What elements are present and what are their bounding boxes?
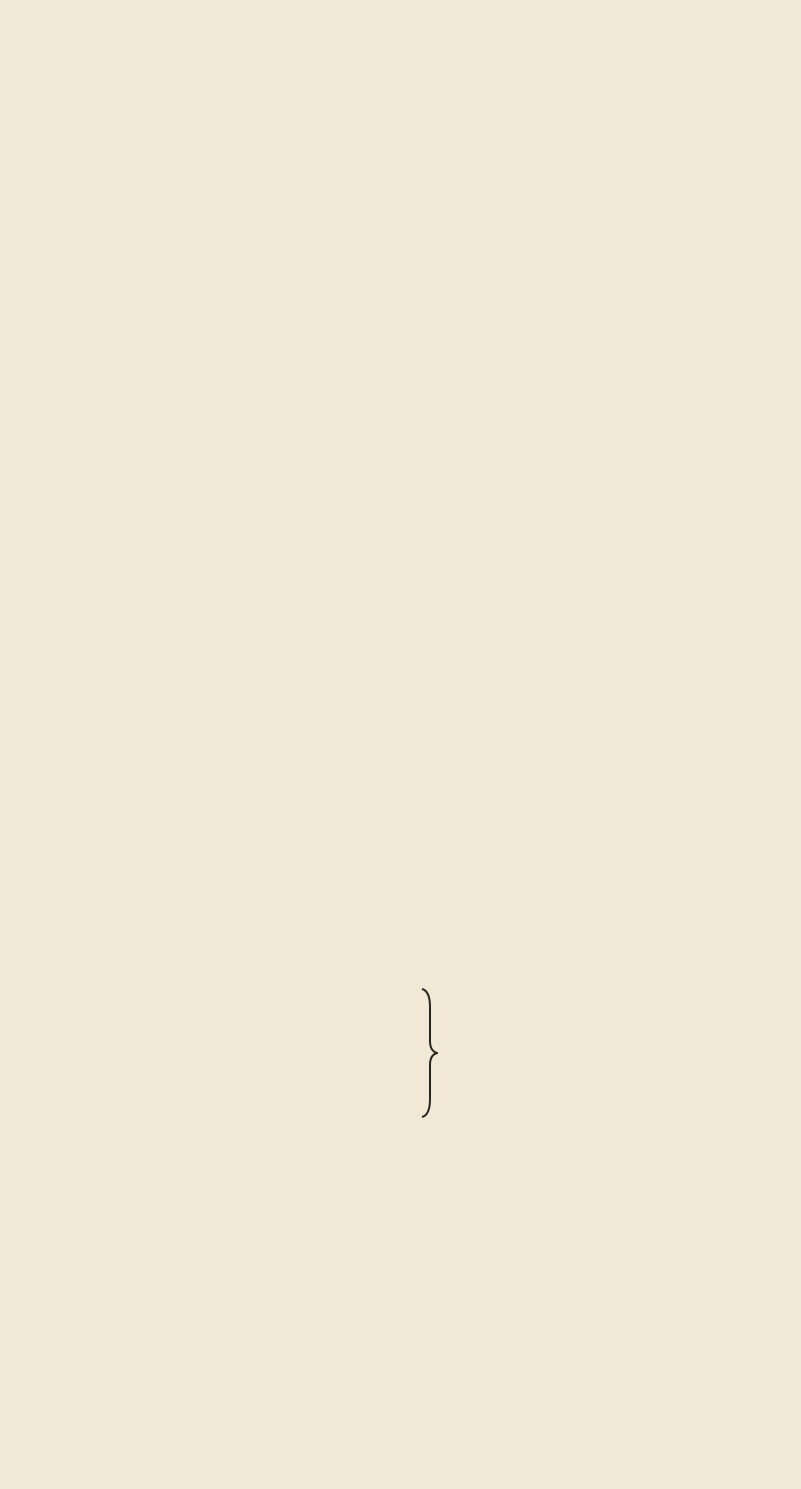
curly-brace-icon (420, 985, 438, 1121)
turpentine-table (47, 985, 567, 1121)
